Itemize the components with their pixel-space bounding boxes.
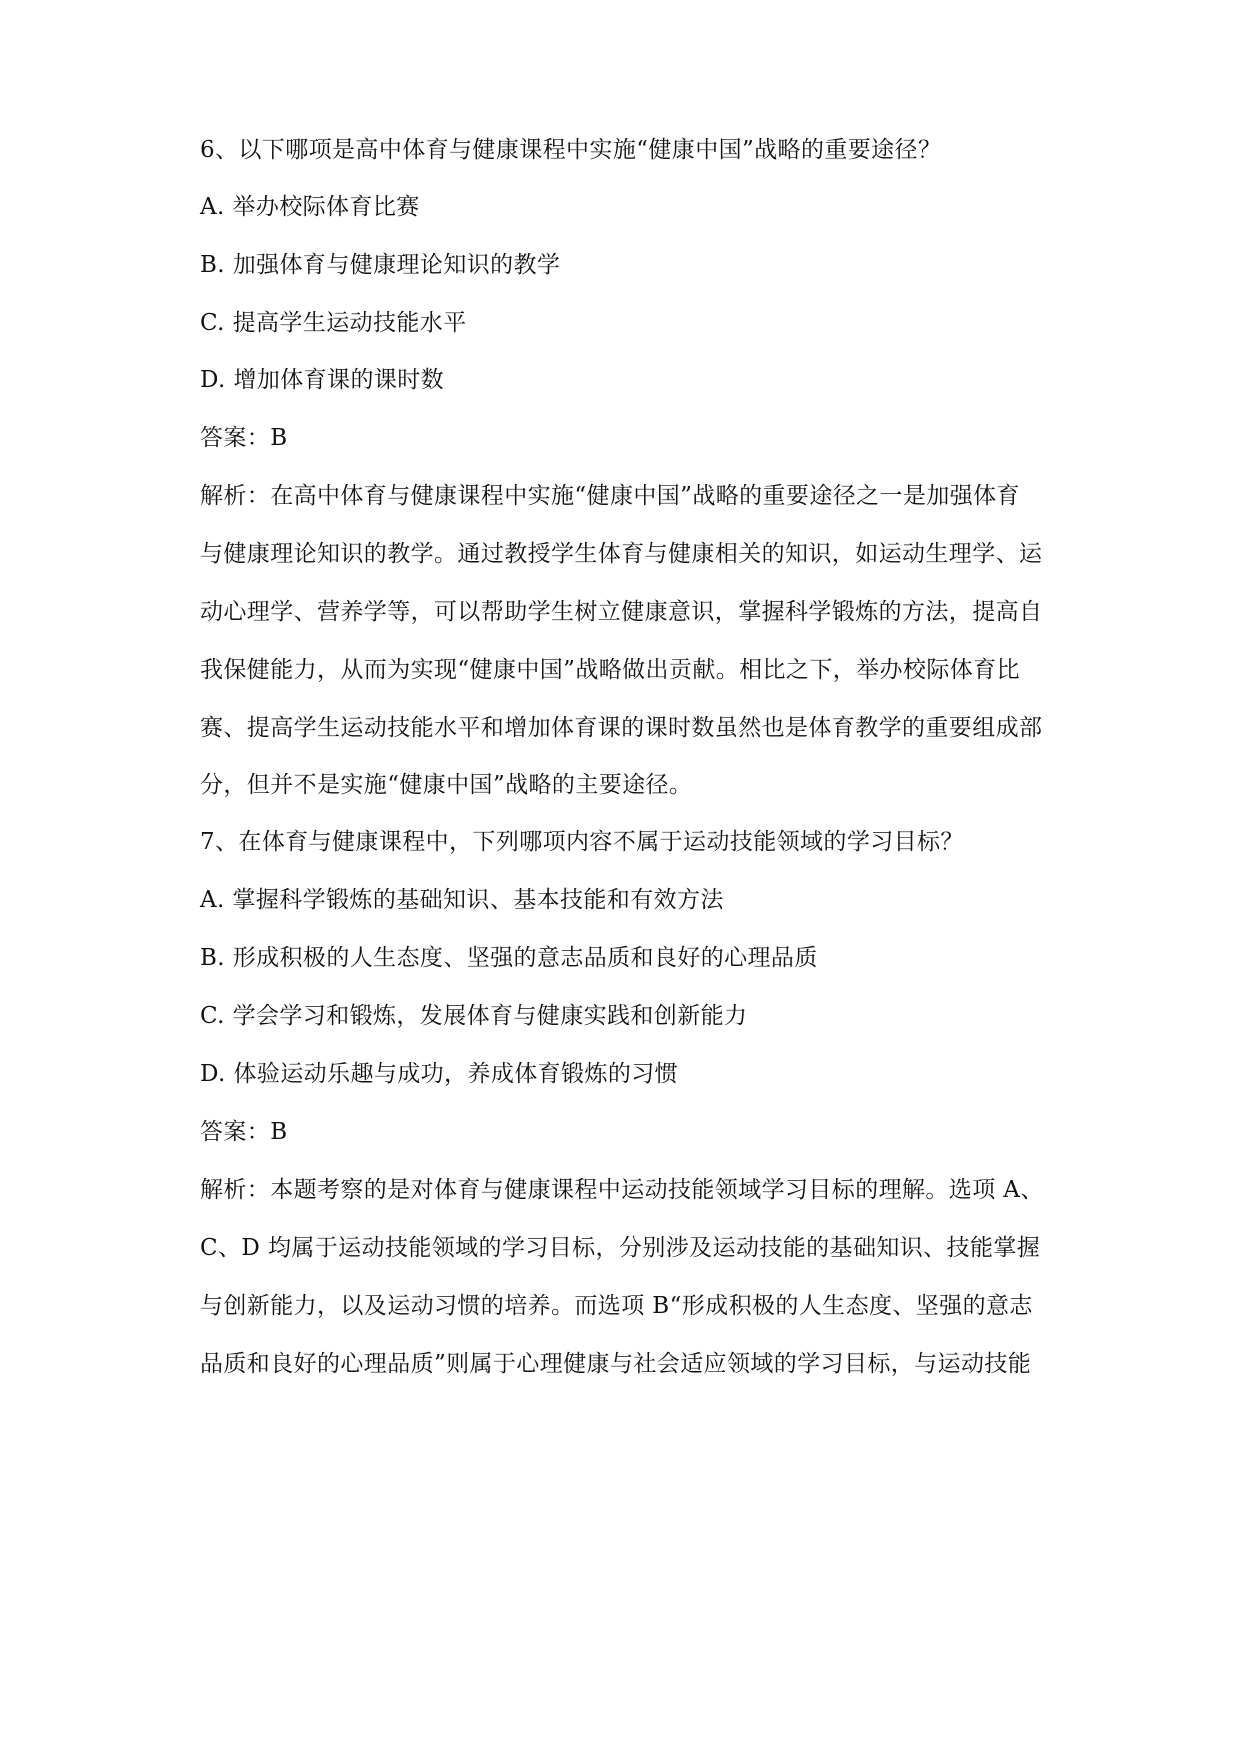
q6-explanation-line: 与健康理论知识的教学。通过教授学生体育与健康相关的知识，如运动生理学、运 [200,541,1043,567]
q6-explanation-line: 动心理学、营养学等，可以帮助学生树立健康意识，掌握科学锻炼的方法，提高自 [200,599,1043,625]
q7-explanation-line: 品质和良好的心理品质”则属于心理健康与社会适应领域的学习目标，与运动技能 [200,1351,1032,1377]
question-6: 6、以下哪项是高中体育与健康课程中实施“健康中国”战略的重要途径？ [200,137,942,163]
q6-option-c: C. 提高学生运动技能水平 [200,310,467,336]
q7-answer: 答案：B [200,1119,288,1145]
q6-option-a: A. 举办校际体育比赛 [200,194,420,220]
question-7: 7、在体育与健康课程中，下列哪项内容不属于运动技能领域的学习目标？ [200,829,964,855]
q7-option-c: C. 学会学习和锻炼，发展体育与健康实践和创新能力 [200,1003,748,1029]
q6-explanation-line: 我保健能力，从而为实现“健康中国”战略做出贡献。相比之下，举办校际体育比 [200,657,1020,683]
q7-explanation-line: 解析：本题考察的是对体育与健康课程中运动技能领域学习目标的理解。选项 A、 [200,1177,1044,1203]
q6-explanation-line: 赛、提高学生运动技能水平和增加体育课的课时数虽然也是体育教学的重要组成部 [200,715,1043,741]
q7-explanation-line: 与创新能力，以及运动习惯的培养。而选项 B“形成积极的人生态度、坚强的意志 [200,1293,1033,1319]
q6-answer: 答案：B [200,425,288,451]
q7-explanation-line: C、D 均属于运动技能领域的学习目标，分别涉及运动技能的基础知识、技能掌握 [200,1235,1041,1261]
q7-option-b: B. 形成积极的人生态度、坚强的意志品质和良好的心理品质 [200,945,818,971]
q6-explanation-line: 解析：在高中体育与健康课程中实施“健康中国”战略的重要途径之一是加强体育 [200,483,1020,509]
q7-option-a: A. 掌握科学锻炼的基础知识、基本技能和有效方法 [200,887,724,913]
q7-option-d: D. 体验运动乐趣与成功，养成体育锻炼的习惯 [200,1061,679,1087]
q6-option-d: D. 增加体育课的课时数 [200,367,445,393]
q6-option-b: B. 加强体育与健康理论知识的教学 [200,252,561,278]
q6-explanation-line: 分，但并不是实施“健康中国”战略的主要途径。 [200,772,693,798]
